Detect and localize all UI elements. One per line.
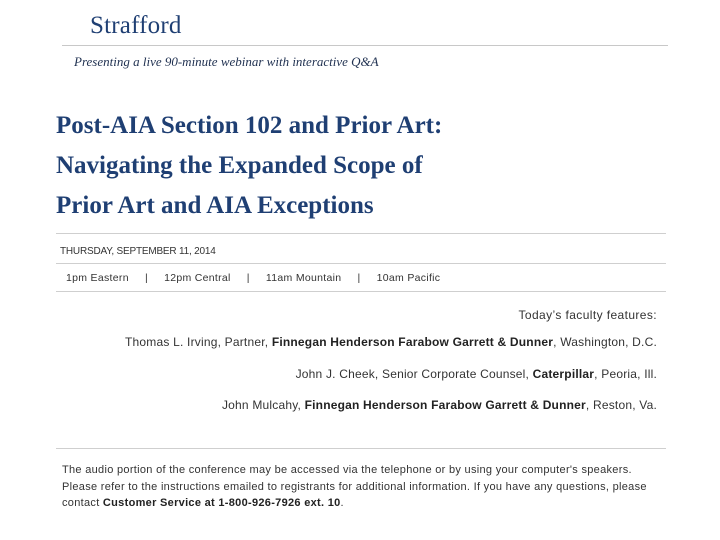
divider xyxy=(56,233,666,234)
audio-end: . xyxy=(340,497,344,509)
time-mountain: 11am Mountain xyxy=(265,272,342,284)
speaker-location: , Reston, Va. xyxy=(585,398,657,412)
speaker-mulcahy xyxy=(222,398,657,412)
tagline: Presenting a live 90-minute webinar with interactive Q&A xyxy=(74,54,379,69)
title-line-1: Post-AIA Section 102 and Prior Art: xyxy=(56,112,443,139)
divider xyxy=(56,448,666,449)
title-line-3: Prior Art and AIA Exceptions xyxy=(56,192,374,219)
time-separator: | xyxy=(246,272,250,284)
time-separator: | xyxy=(144,272,148,284)
divider xyxy=(56,291,666,292)
speaker-name-role: John J. Cheek, Senior Corporate Counsel, xyxy=(295,367,533,381)
speaker-location: , Peoria, Ill. xyxy=(594,367,657,381)
faculty-label: Today’s faculty features: xyxy=(518,308,657,322)
audio-text: The audio portion of the conference may be accessed via the telephone or by using your computer's speakers. Please refer to the instructions emailed to registrants for additional information. If you have any questions, please contact xyxy=(62,464,647,509)
webinar-date: THURSDAY, SEPTEMBER 11, 2014 xyxy=(60,246,216,257)
speaker-firm: Finnegan Henderson Farabow Garrett & Dunner xyxy=(271,335,554,349)
divider xyxy=(56,263,666,264)
speaker-name-role: John Mulcahy, xyxy=(221,398,305,412)
time-zones xyxy=(66,272,440,284)
title-line-2: Navigating the Expanded Scope of xyxy=(56,152,423,179)
time-pacific: 10am Pacific xyxy=(376,272,441,284)
customer-service-contact: Customer Service at 1-800-926-7926 ext. 10 xyxy=(102,497,341,509)
speaker-irving xyxy=(125,335,657,349)
speaker-name-role: Thomas L. Irving, Partner, xyxy=(125,335,272,349)
audio-notice xyxy=(62,462,662,512)
webinar-title xyxy=(56,106,676,226)
time-separator: | xyxy=(357,272,361,284)
header-divider xyxy=(62,45,668,46)
speaker-firm: Caterpillar xyxy=(532,367,595,381)
speaker-firm: Finnegan Henderson Farabow Garrett & Dunner xyxy=(304,398,586,412)
speaker-location: , Washington, D.C. xyxy=(553,335,657,349)
speaker-cheek xyxy=(296,367,657,381)
time-eastern: 1pm Eastern xyxy=(66,272,129,284)
time-central: 12pm Central xyxy=(164,272,231,284)
strafford-logo: Strafford xyxy=(90,12,182,39)
